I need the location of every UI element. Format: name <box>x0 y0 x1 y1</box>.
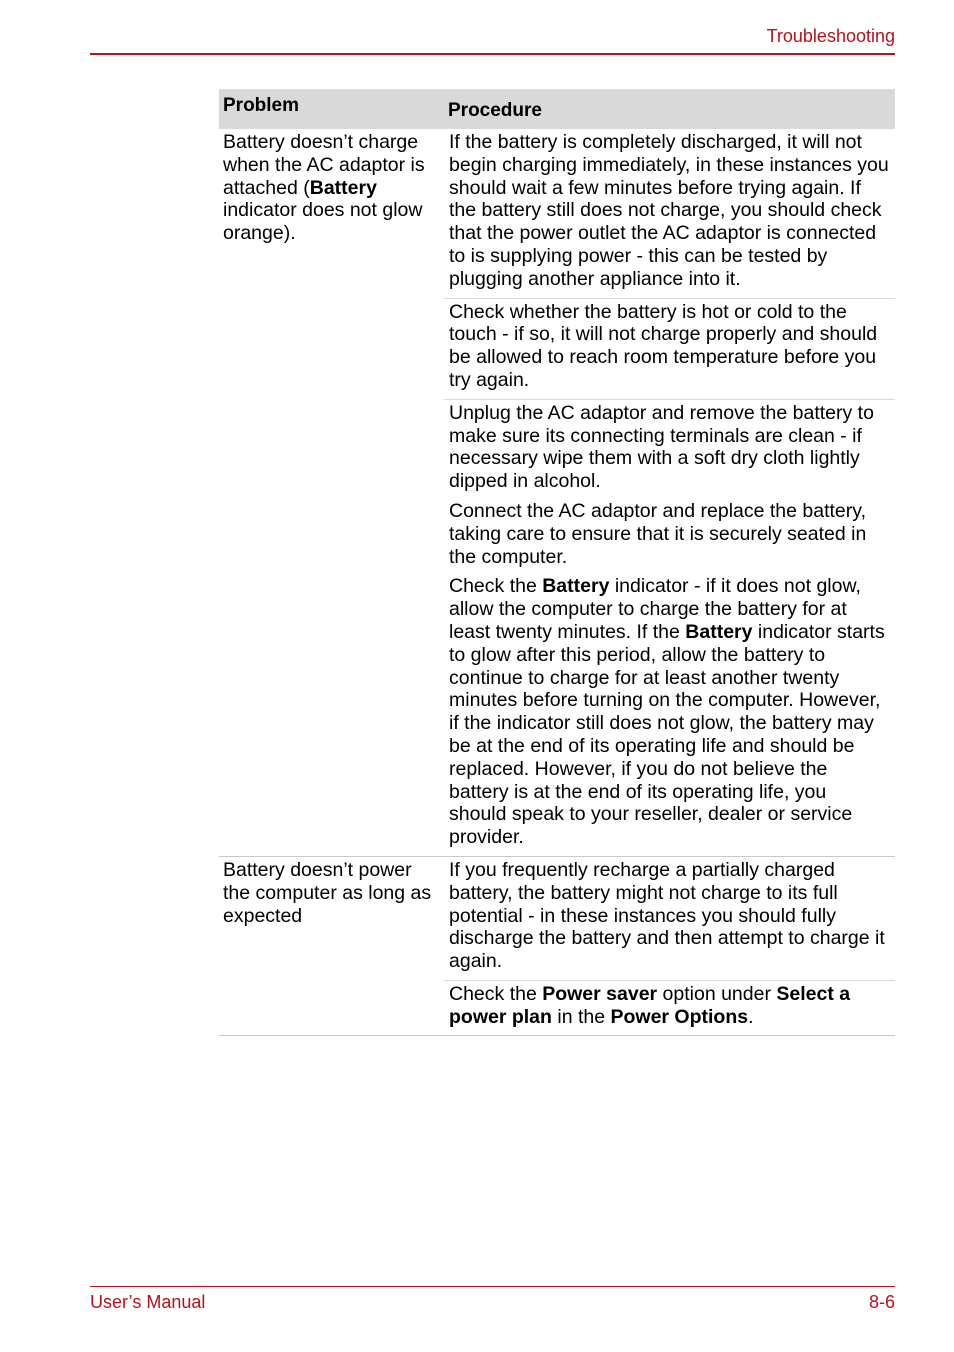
procedure-text-run: Check the <box>449 982 543 1005</box>
procedure-cell <box>444 856 895 980</box>
procedure-cell <box>444 980 895 1036</box>
procedure-bold-text: Battery <box>685 620 753 643</box>
table-row <box>219 129 895 298</box>
problem-cell <box>219 856 444 1036</box>
page-number: 8-6 <box>868 1292 895 1312</box>
problem-text: Battery doesn’t power the computer as long as expected <box>223 858 432 927</box>
procedure-text <box>449 575 889 849</box>
procedure-text-run: option under <box>657 982 777 1005</box>
procedure-text: Check whether the battery is hot or cold to the touch - if so, it will not charge properly and should be allowed to reach room temperature before you try again. <box>449 300 878 391</box>
procedure-bold-text: Battery <box>542 575 610 598</box>
section-title: Troubleshooting <box>766 26 895 46</box>
manual-label: User’s Manual <box>90 1292 206 1312</box>
procedure-text-run: Check the <box>449 575 543 598</box>
procedure-text: If you frequently recharge a partially charged battery, the battery might not charge to its full potential - in these instances you should fully discharge the battery and then attempt to charge it again. <box>449 858 885 973</box>
problem-cell <box>219 129 444 856</box>
problem-bold-text: Battery <box>309 176 377 199</box>
table-row <box>219 856 895 980</box>
procedure-bold-text: Power saver <box>542 982 658 1005</box>
procedure-text-run: indicator starts to glow after this period, allow the battery to continue to charge for at least another twenty minutes before turning on the computer. However, if the indicator still does not glow, the battery may be at the end of its operating life and should be replaced. However, if you do not believe the battery is at the end of its operating life, you should speak to your reseller, dealer or service provider. <box>449 620 885 849</box>
header-divider <box>90 53 895 55</box>
column-header-problem: Problem <box>219 89 444 129</box>
footer-divider <box>90 1286 895 1287</box>
procedure-cell <box>444 399 895 856</box>
troubleshooting-table <box>219 89 895 1036</box>
procedure-cell <box>444 298 895 399</box>
procedure-text: If the battery is completely discharged, it will not begin charging immediately, in these instances you should wait a few minutes before trying again. If the battery still does not charge, you should check that the power outlet the AC adaptor is connected to is supplying power - this can be tested by plugging another appliance into it. <box>449 131 889 290</box>
procedure-cell <box>444 129 895 298</box>
procedure-text-run: . <box>748 1005 754 1028</box>
problem-text: indicator does not glow orange). <box>223 199 423 245</box>
procedure-text <box>449 983 889 1029</box>
procedure-bold-text: Power Options <box>610 1005 749 1028</box>
procedure-text-run: in the <box>551 1005 611 1028</box>
procedure-text-run: indicator - if it does not glow, allow the computer to charge the battery for at least twenty minutes. If the <box>449 575 861 643</box>
table-header-row <box>219 89 895 129</box>
problem-text: Battery doesn’t charge when the AC adaptor is attached ( <box>223 131 425 199</box>
procedure-text: Connect the AC adaptor and replace the battery, taking care to ensure that it is securely seated in the computer. <box>449 499 867 568</box>
procedure-bold-text: Select a power plan <box>449 982 851 1028</box>
procedure-text: Unplug the AC adaptor and remove the battery to make sure its connecting terminals are clean - if necessary wipe them with a soft dry cloth lightly dipped in alcohol. <box>449 401 874 493</box>
column-header-procedure: Procedure <box>444 89 895 129</box>
